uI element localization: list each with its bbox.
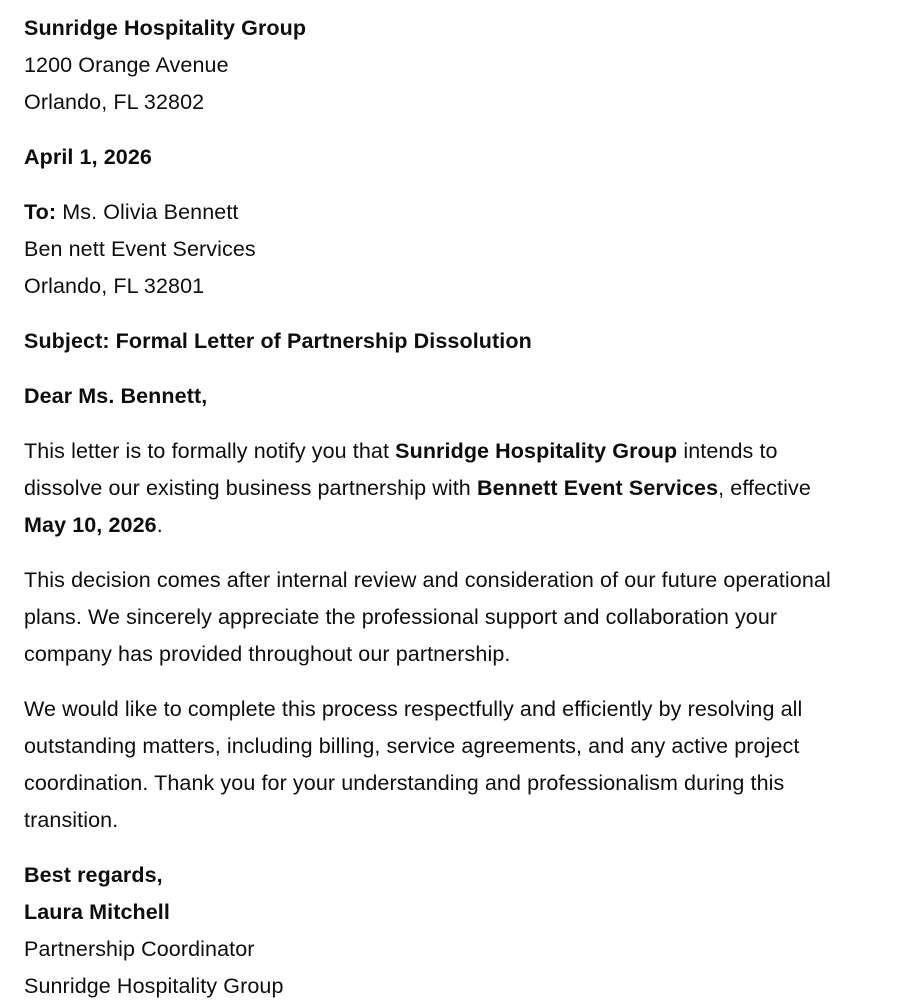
recipient-to-label: To: <box>24 200 57 224</box>
recipient-name-line <box>24 194 872 231</box>
paragraph-1-text-part-1: This letter is to formally notify you that <box>24 439 396 463</box>
paragraph-1-text-part-2: intends to dissolve our existing business partnership with <box>24 439 778 500</box>
paragraph-1-text-part-4: . <box>156 513 163 537</box>
paragraph-1-emphasis-effective-date: May 10, 2026 <box>24 513 157 537</box>
signature-name: Laura Mitchell <box>24 900 170 924</box>
recipient-city-state-zip: Orlando, FL 32801 <box>24 274 205 298</box>
body-paragraph-2: This decision comes after internal review and consideration of our future operational plans. We sincerely appreciate the professional support and collaboration your company has provided throughout our partnership. <box>24 568 831 666</box>
subject-block <box>24 323 872 360</box>
date-block <box>24 139 872 176</box>
sender-street-address: 1200 Orange Avenue <box>24 53 229 77</box>
signature-company: Sunridge Hospitality Group <box>24 974 284 998</box>
paragraph-1-text-part-3: , effective <box>718 476 811 500</box>
letterhead-block <box>24 10 872 121</box>
recipient-organization: Ben nett Event Services <box>24 237 256 261</box>
signature-job-title: Partnership Coordinator <box>24 937 255 961</box>
signature-block <box>24 857 872 1005</box>
letter-date: April 1, 2026 <box>24 145 152 169</box>
signature-closing: Best regards, <box>24 863 163 887</box>
paragraph-1-emphasis-partner-company: Bennett Event Services <box>476 476 719 500</box>
recipient-block <box>24 194 872 305</box>
salutation-line: Dear Ms. Bennett, <box>24 384 208 408</box>
sender-company-name: Sunridge Hospitality Group <box>24 16 307 40</box>
recipient-name: Ms. Olivia Bennett <box>56 200 239 224</box>
body-paragraph-1 <box>24 433 852 544</box>
subject-line: Subject: Formal Letter of Partnership Dissolution <box>24 329 532 353</box>
sender-city-state-zip: Orlando, FL 32802 <box>24 90 205 114</box>
salutation-block <box>24 378 872 415</box>
paragraph-1-emphasis-sender-company: Sunridge Hospitality Group <box>395 439 678 463</box>
body-paragraph-3: We would like to complete this process respectfully and efficiently by resolving all outstanding matters, including billing, service agreements, and any active project coordination. Thank you for your understanding and professionalism during this transition. <box>24 697 803 832</box>
